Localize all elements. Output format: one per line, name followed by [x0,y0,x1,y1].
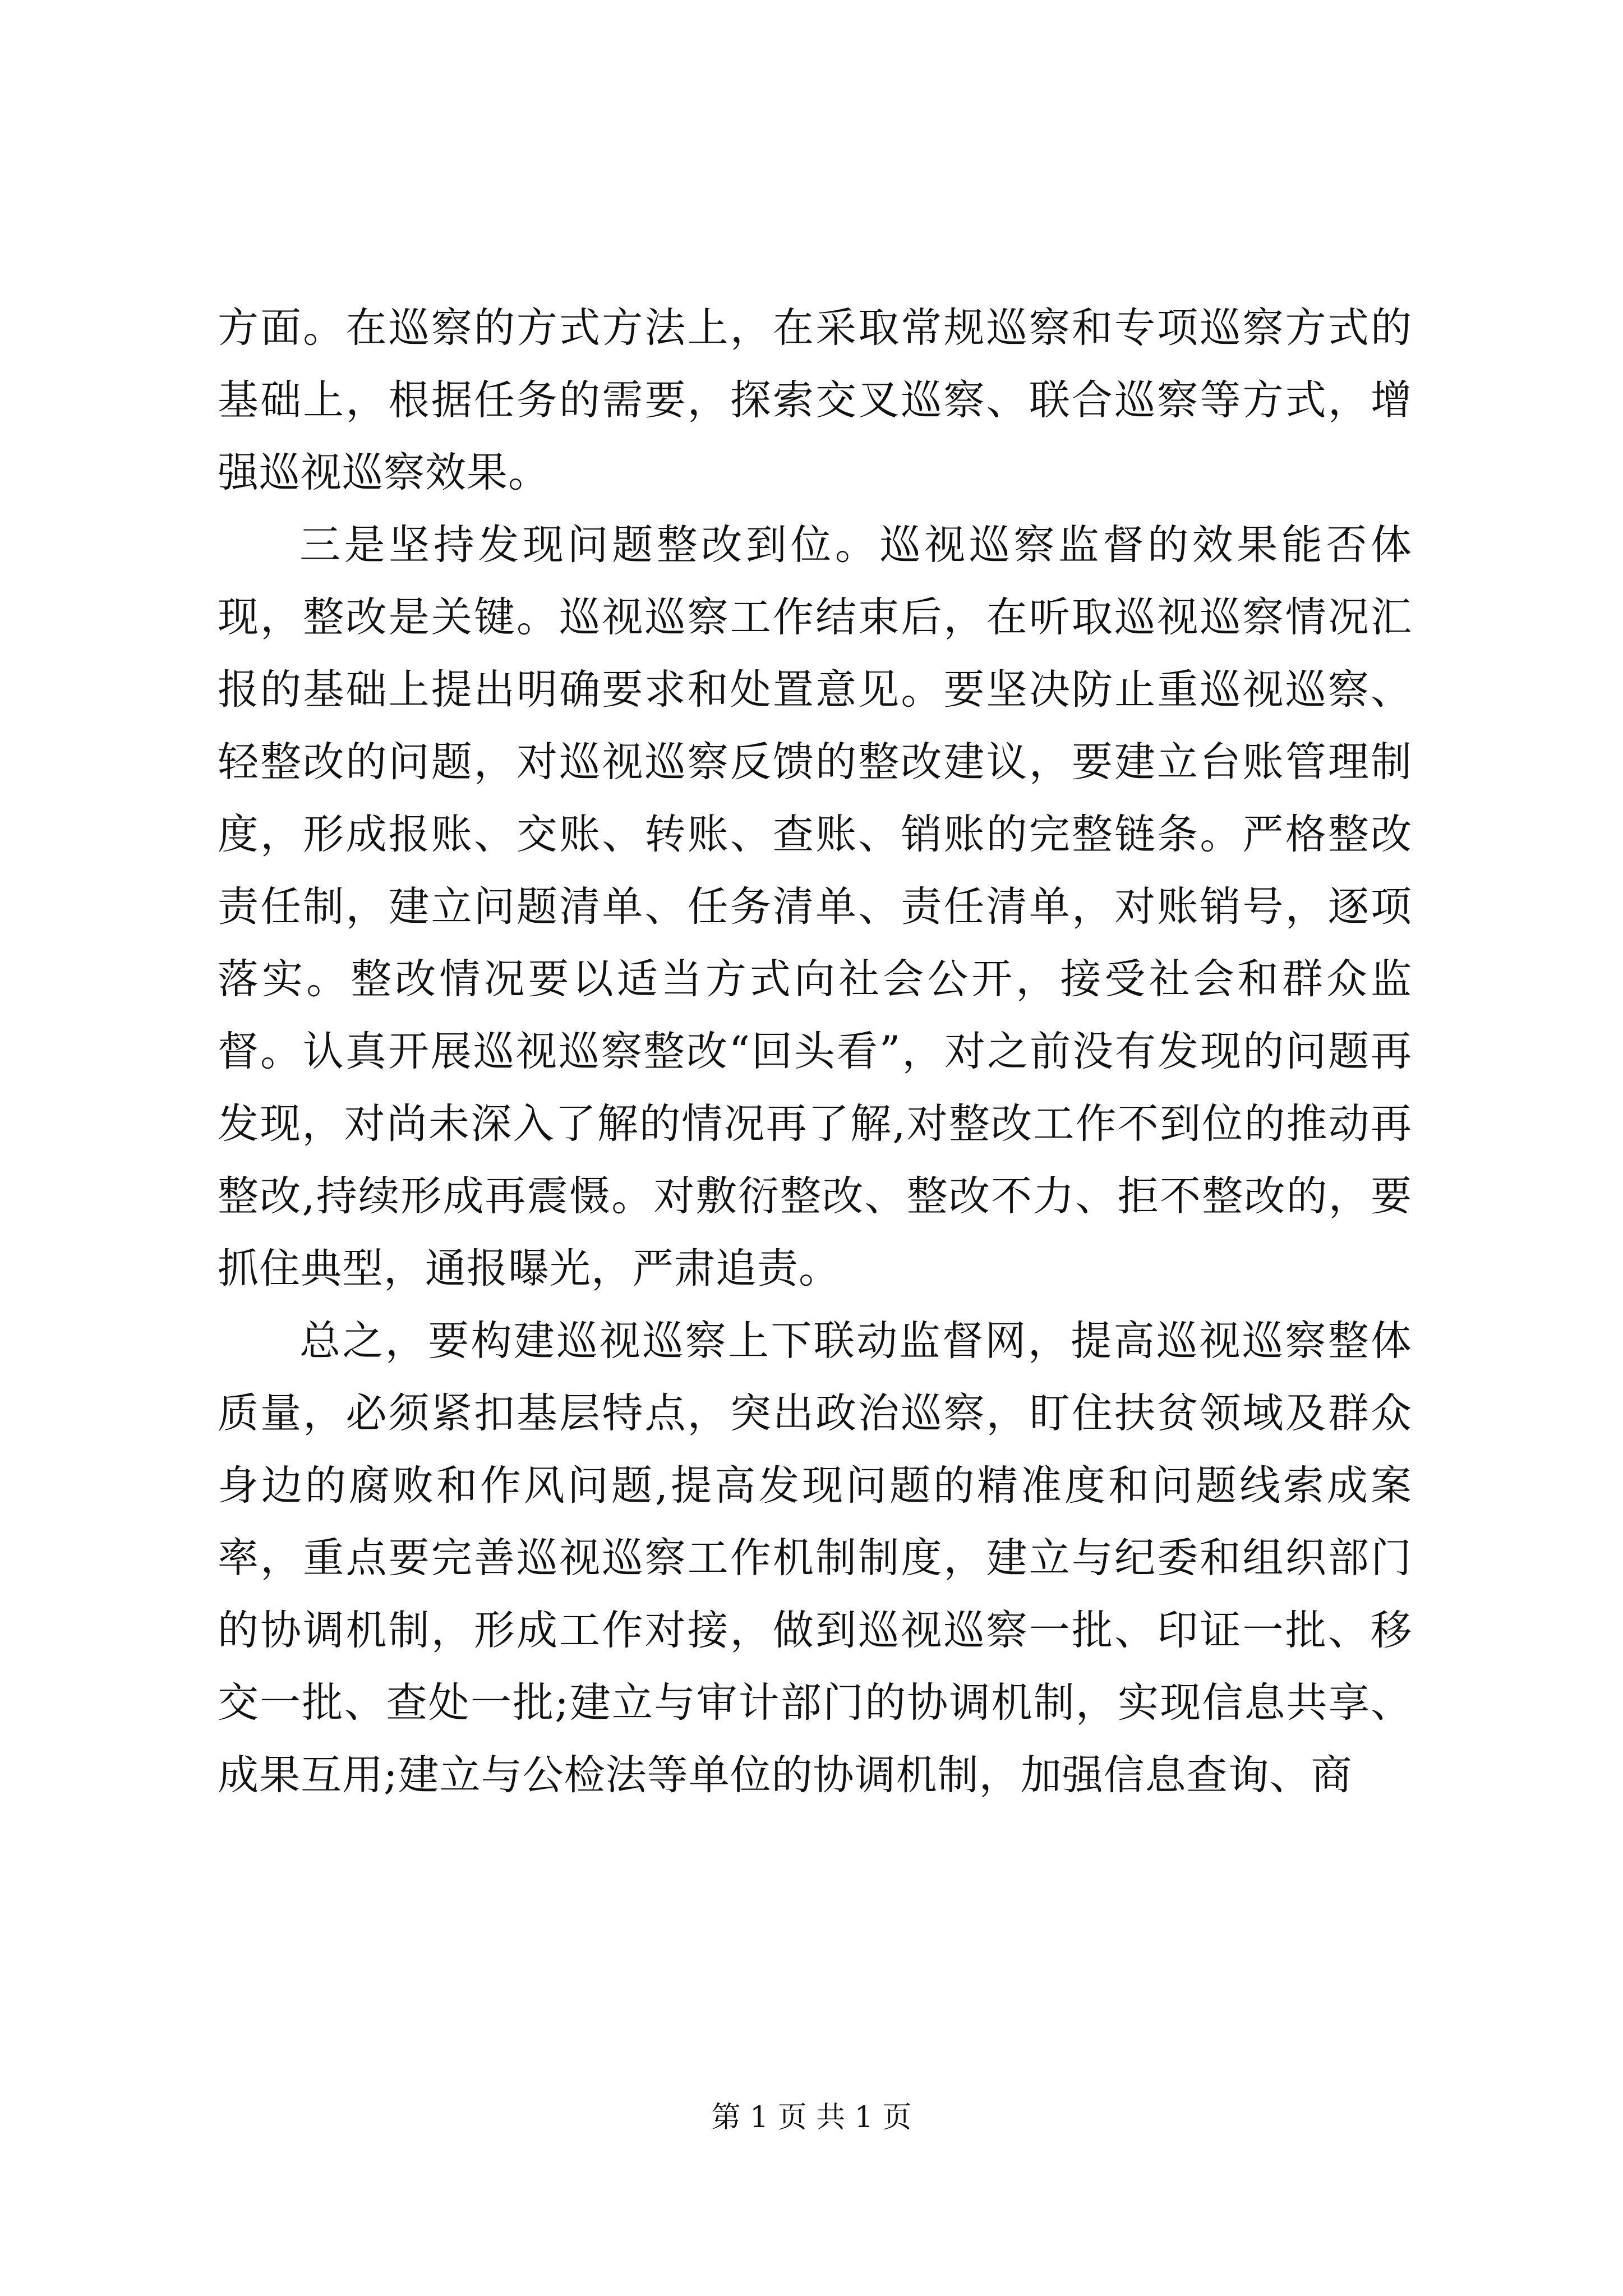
paragraph-conclusion: 总之，要构建巡视巡察上下联动监督网，提高巡视巡察整体质量，必须紧扣基层特点，突出政治巡察，盯住扶贫领域及群众身边的腐败和作风问题,提高发现问题的精准度和问题线索成案率，重点要完善巡视巡察工作机制制度，建立与纪委和组织部门的协调机制，形成工作对接，做到巡视巡察一批、印证一批、移交一批、查处一批;建立与审计部门的协调机制，实现信息共享、成果互用;建立与公检法等单位的协调机制，加强信息查询、商 [218,1317,1412,1799]
page-number-footer: 第 1 页 共 1 页 [711,2101,912,2134]
paragraph-rectification: 三是坚持发现问题整改到位。巡视巡察监督的效果能否体现，整改是关键。巡视巡察工作结束后，在听取巡视巡察情况汇报的基础上提出明确要求和处置意见。要坚决防止重巡视巡察、轻整改的问题，对巡视巡察反馈的整改建议，要建立台账管理制度，形成报账、交账、转账、查账、销账的完整链条。严格整改责任制，建立问题清单、任务清单、责任清单，对账销号，逐项落实。整改情况要以适当方式向社会公开，接受社会和群众监督。认真开展巡视巡察整改“回头看”，对之前没有发现的问题再发现，对尚未深入了解的情况再了解,对整改工作不到位的推动再整改,持续形成再震慑。对敷衍整改、整改不力、拒不整改的，要抓住典型，通报曝光，严肃追责。 [218,521,1412,1292]
paragraph-intro-continuation: 方面。在巡察的方式方法上，在采取常规巡察和专项巡察方式的基础上，根据任务的需要，探索交叉巡察、联合巡察等方式，增强巡视巡察效果。 [218,304,1412,496]
document-body [218,292,1412,1811]
